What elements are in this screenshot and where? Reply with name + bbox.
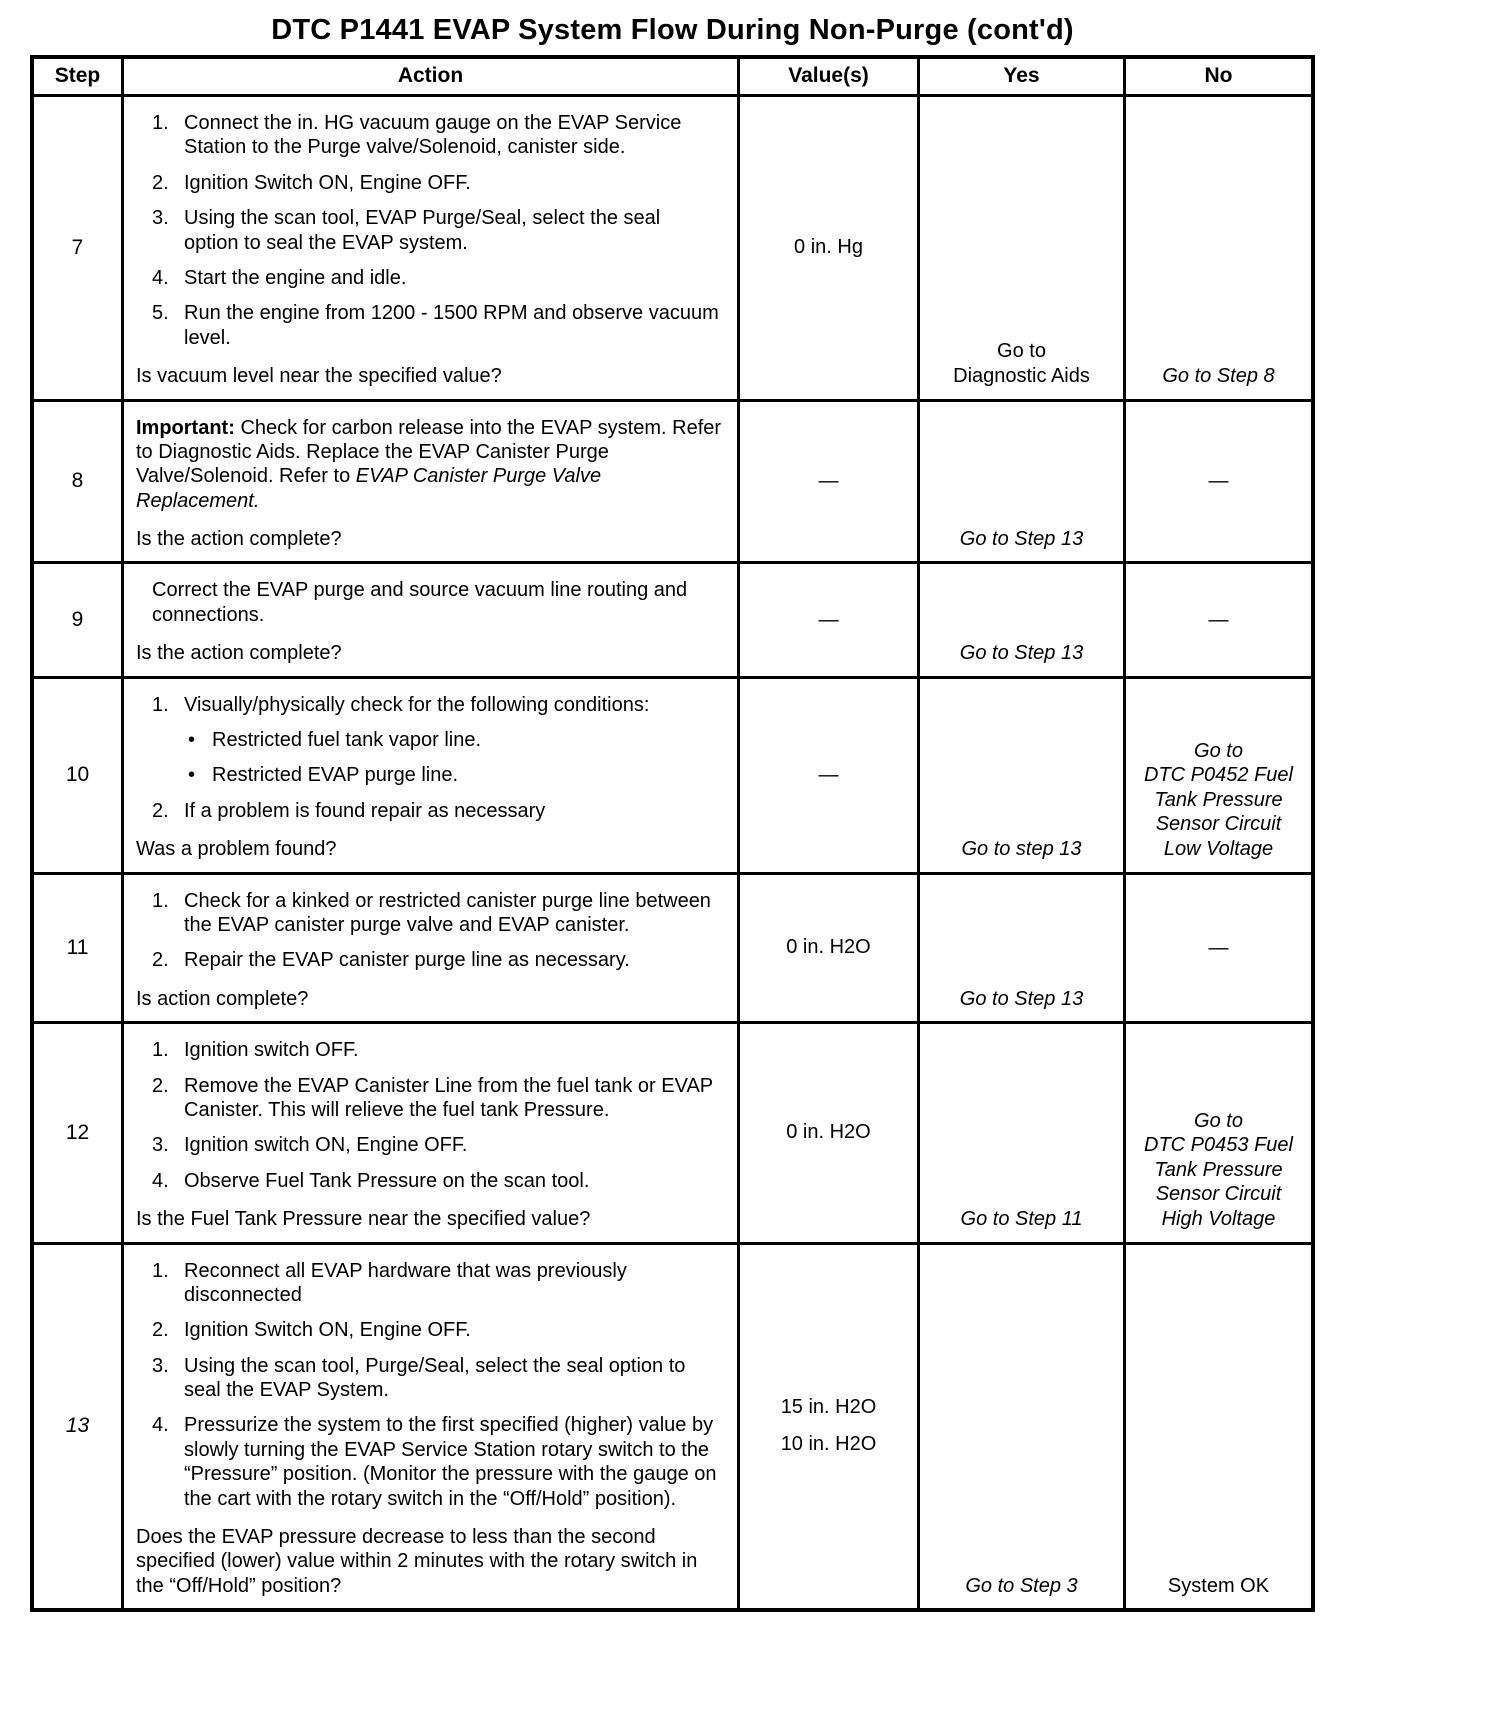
yes-text: Go to Step 13 xyxy=(959,987,1084,1010)
item-number: 1. xyxy=(152,693,169,716)
page-title: DTC P1441 EVAP System Flow During Non-Purge (cont'd) xyxy=(271,14,1074,46)
step-number: 13 xyxy=(65,1414,90,1438)
question-text xyxy=(136,364,725,388)
value-cell xyxy=(740,402,920,562)
value-text: — xyxy=(818,469,839,492)
action-paragraph xyxy=(152,578,725,627)
item-text xyxy=(184,1413,725,1511)
no-text: — xyxy=(1208,936,1229,959)
question-text xyxy=(136,527,725,551)
yes-text: Go to Step 3 xyxy=(965,1574,1078,1597)
item-number: 5. xyxy=(152,302,169,325)
text-segment: Repair the EVAP canister purge line as necessary. xyxy=(184,949,630,972)
table-row xyxy=(34,676,1311,872)
text-segment: Reconnect all EVAP hardware that was previously disconnected xyxy=(184,1259,627,1306)
item-text xyxy=(212,763,725,787)
action-cell xyxy=(124,97,740,399)
no-cell xyxy=(1126,1245,1311,1609)
text-segment: Is the action complete? xyxy=(136,642,342,665)
step-cell xyxy=(34,1245,124,1609)
no-text: System OK xyxy=(1167,1574,1270,1597)
yes-text: Go to xyxy=(997,340,1046,363)
text-segment: Check for carbon release into the EVAP system. Refer to Diagnostic Aids. Replace the EVAP Canister Purge Valve/Solenoid. Refer to xyxy=(136,416,722,488)
no-text: Sensor Circuit xyxy=(1155,1183,1282,1206)
item-number: 2. xyxy=(152,799,169,822)
text-segment: EVAP Canister Purge Valve Replacement. xyxy=(136,465,602,512)
question-text xyxy=(136,987,725,1011)
value-cell xyxy=(740,679,920,872)
item-number: 2. xyxy=(152,1074,169,1097)
text-segment: If a problem is found repair as necessary xyxy=(184,799,546,822)
item-text xyxy=(184,1259,725,1308)
header-cell-step: Step xyxy=(34,59,124,94)
item-number: 1. xyxy=(152,1259,169,1282)
item-number: 3. xyxy=(152,1134,169,1157)
action-item xyxy=(152,693,725,717)
item-text xyxy=(184,948,725,972)
no-text: — xyxy=(1208,608,1229,631)
yes-cell xyxy=(920,875,1126,1022)
yes-cell xyxy=(920,402,1126,562)
no-cell xyxy=(1126,97,1311,399)
item-text xyxy=(184,1038,725,1062)
yes-text: Go to Step 11 xyxy=(960,1207,1083,1230)
text-segment: Remove the EVAP Canister Line from the fuel tank or EVAP Canister. This will relieve the fuel tank Pressure. xyxy=(184,1074,713,1121)
text-segment: Ignition switch ON, Engine OFF. xyxy=(184,1134,468,1157)
yes-text: Go to Step 13 xyxy=(959,527,1084,550)
text-segment: Check for a kinked or restricted canister purge line between the EVAP canister purge valve and EVAP canister. xyxy=(184,889,711,936)
text-segment: Is vacuum level near the specified value? xyxy=(136,365,502,388)
action-item xyxy=(152,1133,725,1157)
action-cell xyxy=(124,402,740,562)
action-cell xyxy=(124,875,740,1022)
no-text: High Voltage xyxy=(1161,1207,1276,1230)
action-item xyxy=(152,1074,725,1123)
question-text xyxy=(136,1207,725,1231)
yes-text: Go to Step 13 xyxy=(959,642,1084,665)
action-item xyxy=(152,1259,725,1308)
item-number: 1. xyxy=(152,889,169,912)
yes-cell xyxy=(920,97,1126,399)
action-item xyxy=(152,111,725,160)
item-number: 2. xyxy=(152,949,169,972)
item-text xyxy=(184,206,725,255)
action-item xyxy=(152,266,725,290)
value-cell xyxy=(740,564,920,675)
header-cell-action: Action xyxy=(124,59,740,94)
header-cell-no: No xyxy=(1204,64,1233,87)
value-text: 15 in. H2O xyxy=(780,1396,877,1419)
item-text xyxy=(184,1318,725,1342)
no-cell xyxy=(1126,564,1311,675)
item-text xyxy=(184,1169,725,1193)
item-number: 2. xyxy=(152,171,169,194)
item-number: 3. xyxy=(152,1354,169,1377)
table-row xyxy=(34,872,1311,1022)
no-text: Go to xyxy=(1194,1109,1243,1132)
text-segment: Observe Fuel Tank Pressure on the scan tool. xyxy=(184,1169,590,1192)
action-item xyxy=(152,799,725,823)
action-item xyxy=(152,1413,725,1511)
question-text xyxy=(136,1525,725,1598)
text-segment: Is the Fuel Tank Pressure near the specified value? xyxy=(136,1208,591,1231)
yes-cell xyxy=(920,1245,1126,1609)
table-row xyxy=(34,561,1311,675)
text-segment: Using the scan tool, EVAP Purge/Seal, select the seal option to seal the EVAP system. xyxy=(184,207,661,254)
item-text xyxy=(184,171,725,195)
text-segment: Visually/physically check for the following conditions: xyxy=(184,693,650,716)
no-text: DTC P0452 Fuel xyxy=(1144,764,1293,787)
item-number: 4. xyxy=(152,1414,169,1437)
no-text: Tank Pressure xyxy=(1154,788,1283,811)
no-text: Go to xyxy=(1194,739,1243,762)
question-text xyxy=(136,641,725,665)
item-text xyxy=(184,266,725,290)
value-text: — xyxy=(818,608,839,631)
item-text xyxy=(184,1354,725,1403)
step-cell xyxy=(34,1024,124,1241)
text-segment: Ignition Switch ON, Engine OFF. xyxy=(184,1319,471,1342)
action-item xyxy=(152,1169,725,1193)
action-cell xyxy=(124,679,740,872)
item-text xyxy=(184,693,725,717)
action-cell xyxy=(124,564,740,675)
item-text xyxy=(184,799,725,823)
item-text xyxy=(184,889,725,938)
text-segment: Is the action complete? xyxy=(136,528,342,551)
step-number: 11 xyxy=(66,935,89,959)
item-number: 1. xyxy=(152,1039,169,1062)
item-number: 4. xyxy=(152,266,169,289)
action-item xyxy=(152,1354,725,1403)
dtc-table xyxy=(30,55,1315,1612)
no-text: Go to Step 8 xyxy=(1162,364,1275,387)
no-cell xyxy=(1126,402,1311,562)
item-text xyxy=(184,301,725,350)
yes-cell xyxy=(920,679,1126,872)
no-cell xyxy=(1126,1024,1311,1241)
text-segment: Restricted EVAP purge line. xyxy=(212,764,459,787)
step-cell xyxy=(34,679,124,872)
item-text xyxy=(212,728,725,752)
step-number: 8 xyxy=(71,469,84,493)
value-cell xyxy=(740,1245,920,1609)
no-text: Sensor Circuit xyxy=(1155,813,1282,836)
value-text: — xyxy=(818,763,839,786)
text-segment: Pressurize the system to the first specified (higher) value by slowly turning the EVAP Service Station rotary switch to the “Pressure” position. (Monitor the pressure with the gauge on the cart with the rotary switch in the “Off/Hold” position). xyxy=(184,1414,717,1510)
header-cell-yes: Yes xyxy=(920,59,1126,94)
table-header-row xyxy=(34,59,1311,94)
action-item xyxy=(152,301,725,350)
action-item xyxy=(152,1318,725,1342)
table-row xyxy=(34,1242,1311,1609)
text-segment: Connect the in. HG vacuum gauge on the EVAP Service Station to the Purge valve/Solenoid, canister side. xyxy=(184,112,682,159)
bullet-icon: • xyxy=(188,729,196,752)
item-number: 1. xyxy=(152,112,169,134)
step-number: 12 xyxy=(65,1120,90,1144)
no-text: Low Voltage xyxy=(1163,838,1274,860)
yes-text: Go to step 13 xyxy=(961,838,1082,860)
text-segment: Start the engine and idle. xyxy=(184,266,407,289)
text-segment: Was a problem found? xyxy=(136,838,337,861)
value-text: 0 in. Hg xyxy=(794,236,863,259)
text-segment: Using the scan tool, Purge/Seal, select the seal option to seal the EVAP System. xyxy=(184,1354,686,1402)
action-item xyxy=(152,206,725,255)
item-text xyxy=(184,1074,725,1123)
action-bullet-item xyxy=(188,728,725,752)
step-cell xyxy=(34,564,124,675)
yes-text: Diagnostic Aids xyxy=(953,364,1090,387)
value-cell xyxy=(740,1024,920,1241)
step-cell xyxy=(34,875,124,1022)
value-cell xyxy=(740,97,920,399)
value-text: 10 in. H2O xyxy=(780,1433,877,1456)
action-cell xyxy=(124,1024,740,1241)
action-item xyxy=(152,889,725,938)
action-item xyxy=(152,171,725,195)
item-number: 2. xyxy=(152,1319,169,1342)
item-number: 4. xyxy=(152,1169,169,1192)
action-item xyxy=(152,948,725,972)
table-row xyxy=(34,1021,1311,1241)
bullet-icon: • xyxy=(188,764,196,787)
no-text: — xyxy=(1208,470,1229,493)
no-cell xyxy=(1126,875,1311,1022)
item-number: 3. xyxy=(152,207,169,230)
text-segment: Correct the EVAP purge and source vacuum line routing and connections. xyxy=(152,579,688,626)
item-text xyxy=(184,111,725,160)
no-text: DTC P0453 Fuel xyxy=(1144,1134,1293,1157)
yes-cell xyxy=(920,564,1126,675)
action-paragraph xyxy=(136,416,725,514)
no-cell xyxy=(1126,679,1311,872)
value-text: 0 in. H2O xyxy=(786,936,871,959)
value-text: 0 in. H2O xyxy=(786,1121,871,1144)
action-bullet-item xyxy=(188,763,725,787)
action-cell xyxy=(124,1245,740,1609)
step-cell xyxy=(34,402,124,562)
text-segment: Run the engine from 1200 - 1500 RPM and observe vacuum level. xyxy=(184,302,719,349)
text-segment: Does the EVAP pressure decrease to less than the second specified (lower) value within 2 minutes with the rotary switch in the “Off/Hold” position? xyxy=(136,1526,698,1597)
no-text: Tank Pressure xyxy=(1154,1158,1283,1181)
text-segment: Important: xyxy=(136,416,235,439)
value-cell xyxy=(740,875,920,1022)
item-text xyxy=(184,1133,725,1157)
step-cell xyxy=(34,97,124,399)
text-segment: Ignition Switch ON, Engine OFF. xyxy=(184,171,471,194)
table-row xyxy=(34,399,1311,562)
table-row xyxy=(34,94,1311,399)
text-segment: Restricted fuel tank vapor line. xyxy=(212,729,482,752)
yes-cell xyxy=(920,1024,1126,1241)
text-segment: Ignition switch OFF. xyxy=(184,1039,359,1062)
step-number: 9 xyxy=(71,608,84,632)
header-cell-values: Value(s) xyxy=(740,59,920,94)
action-item xyxy=(152,1038,725,1062)
text-segment: Is action complete? xyxy=(136,987,309,1010)
step-number: 7 xyxy=(71,235,84,259)
question-text xyxy=(136,837,725,861)
step-number: 10 xyxy=(65,763,90,787)
